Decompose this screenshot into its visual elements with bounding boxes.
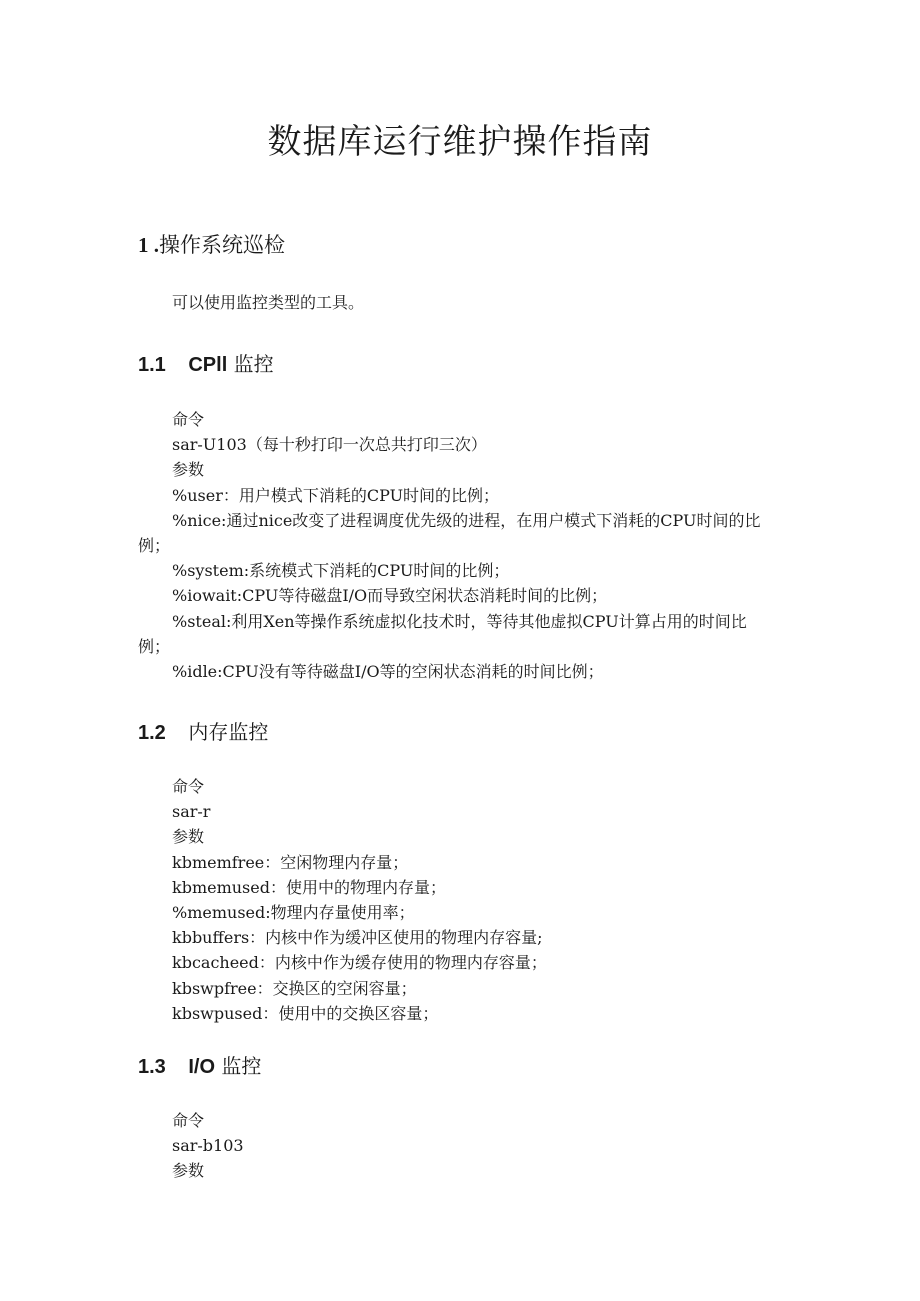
cpu-params-label: 参数 (172, 460, 205, 480)
cpu-command-label: 命令 (172, 410, 205, 429)
section-1-1-number: 1.1 (138, 354, 166, 376)
section-1-3-keyword: I/O (188, 1056, 216, 1078)
mem-param-memused: %memused:物理内存量使用率； (172, 903, 415, 923)
section-1-1-body (138, 407, 778, 684)
section-1-body (138, 290, 778, 315)
cpu-command: sar-U103（每十秒打印一次总共打印三次） (172, 435, 487, 455)
mem-param-kbswpused: kbswpused：使用中的交换区容量； (172, 1003, 439, 1023)
section-1-2-heading (138, 716, 268, 745)
cpu-param-iowait: %iowait:CPU等待磁盘I/O而导致空闲状态消耗时间的比例； (172, 586, 608, 606)
section-1-1-title: 监控 (233, 352, 274, 376)
section-1-2-number: 1.2 (138, 722, 166, 744)
mem-param-kbbuffers: kbbuffers：内核中作为缓冲区使用的物理内存容量; (172, 928, 543, 948)
cpu-param-idle: %idle:CPU没有等待磁盘I/O等的空闲状态消耗的时间比例； (172, 662, 604, 682)
section-1-3-title: 监控 (221, 1054, 262, 1078)
cpu-param-nice: %nice:通过nice改变了进程调度优先级的进程，在用户模式下消耗的CPU时间的比例； (138, 510, 761, 556)
mem-param-kbmemused: kbmemused：使用中的物理内存量； (172, 877, 446, 897)
io-command: sar-b103 (172, 1136, 244, 1156)
section-1-2-title: 内存监控 (188, 720, 269, 744)
mem-param-kbswpfree: kbswpfree：交换区的空闲容量； (172, 978, 417, 998)
cpu-param-steal: %steal:利用Xen等操作系统虚拟化技术时，等待其他虚拟CPU计算占用的时间比例； (138, 611, 747, 656)
section-1-1-heading (138, 348, 274, 377)
mem-command: sar-r (172, 802, 211, 822)
mem-param-kbmemfree: kbmemfree：空闲物理内存量； (172, 852, 409, 872)
section-1-3-heading (138, 1050, 261, 1079)
cpu-param-system: %system:系统模式下消耗的CPU时间的比例； (172, 561, 510, 581)
section-1-2-body (138, 774, 778, 1026)
mem-command-label: 命令 (172, 777, 205, 796)
document-title: 数据库运行维护操作指南 (267, 122, 653, 162)
section-1-3-number: 1.3 (138, 1056, 166, 1078)
section-1-number: 1 . (138, 233, 159, 257)
section-1-1-keyword: CPll (188, 354, 228, 376)
cpu-param-user: %user：用户模式下消耗的CPU时间的比例； (172, 485, 500, 505)
io-command-label: 命令 (172, 1111, 205, 1130)
mem-params-label: 参数 (172, 827, 205, 847)
section-1-3-body (138, 1108, 778, 1184)
section-1-intro: 可以使用监控类型的工具。 (172, 293, 365, 312)
section-1-heading (138, 229, 285, 259)
mem-param-kbcacheed: kbcacheed：内核中作为缓存使用的物理内存容量； (172, 953, 547, 973)
section-1-title: 操作系统巡检 (159, 233, 285, 257)
io-params-label: 参数 (172, 1161, 205, 1181)
